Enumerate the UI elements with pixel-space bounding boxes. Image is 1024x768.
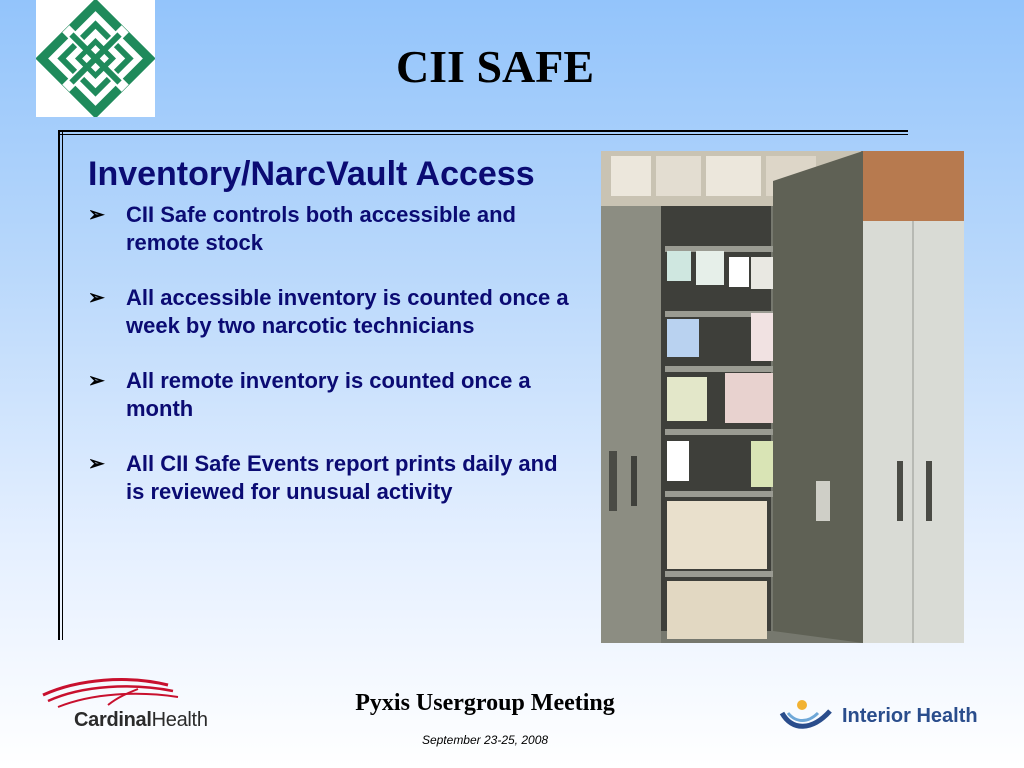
bullet-text: All accessible inventory is counted once a week by two narcotic technicians bbox=[126, 285, 569, 338]
cardinal-wordmark-regular: Health bbox=[151, 709, 208, 731]
interior-health-logo bbox=[778, 695, 998, 743]
organization-logo bbox=[36, 0, 155, 117]
section-heading: Inventory/NarcVault Access bbox=[88, 155, 535, 193]
green-knot-logo-icon bbox=[36, 0, 155, 117]
title-divider-thin bbox=[60, 134, 908, 135]
arrowhead-bullet-icon: ➢ bbox=[88, 370, 105, 392]
arrowhead-bullet-icon: ➢ bbox=[88, 287, 105, 309]
bullet-item bbox=[88, 284, 578, 340]
left-border-line bbox=[58, 130, 60, 640]
bullet-text: CII Safe controls both accessible and remote stock bbox=[126, 202, 516, 255]
slide-title: CII SAFE bbox=[395, 41, 595, 92]
cardinal-swoosh-icon bbox=[38, 675, 208, 711]
footer-date: September 23-25, 2008 bbox=[421, 733, 549, 747]
bullet-list bbox=[88, 201, 578, 506]
slide-body bbox=[88, 155, 578, 533]
bullet-item bbox=[88, 367, 578, 423]
footer-title: Pyxis Usergroup Meeting bbox=[355, 690, 615, 716]
cardinal-health-wordmark bbox=[74, 709, 208, 732]
bullet-item bbox=[88, 201, 578, 257]
safe-cabinet-illustration bbox=[601, 151, 964, 643]
bullet-text: All CII Safe Events report prints daily and is reviewed for unusual activity bbox=[126, 451, 558, 504]
arrowhead-bullet-icon: ➢ bbox=[88, 204, 105, 226]
interior-health-swoosh-icon bbox=[778, 697, 836, 739]
narcvault-safe-photo bbox=[601, 151, 964, 643]
left-border-line-thin bbox=[62, 130, 63, 640]
interior-health-wordmark: Interior Health bbox=[842, 705, 978, 727]
cardinal-wordmark-bold: Cardinal bbox=[74, 709, 152, 731]
bullet-item bbox=[88, 450, 578, 506]
cardinal-health-logo bbox=[38, 675, 208, 735]
title-divider bbox=[60, 130, 908, 132]
bullet-text: All remote inventory is counted once a month bbox=[126, 368, 531, 421]
arrowhead-bullet-icon: ➢ bbox=[88, 453, 105, 475]
